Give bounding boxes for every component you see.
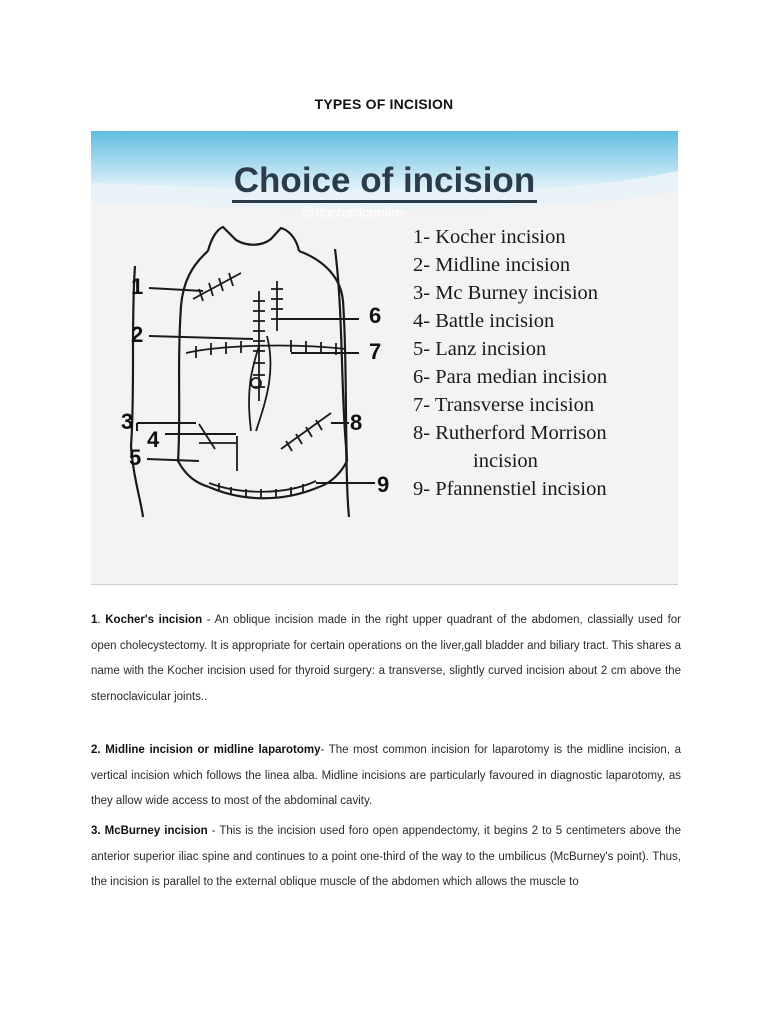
paragraph-separator: - <box>207 825 220 837</box>
paragraph-number: 3. <box>91 825 101 837</box>
diagram-label-9: 9 <box>377 472 390 497</box>
paragraph-heading: Midline incision or midline laparotomy <box>105 744 321 756</box>
paragraph-number: 1 <box>91 614 98 626</box>
paragraph-text: The most common incision for laparotomy is the midline incision, a vertical incision which follows the linea alba. Midline incisions are particularly favoured in diagnostic laparotomy, as they allow wide access to most of the abdominal cavity. <box>91 744 681 807</box>
paragraph-text: This is the incision used foro open appendectomy, it begins 2 to 5 centimeters above the anterior superior iliac spine and continues to a point one-third of the way to the umbilicus (McBurney's point). Thus, the incision is parallel to the external oblique muscle of the abdomen which allows the muscle to <box>91 825 681 888</box>
legend-item: 1- Kocher incision <box>413 226 566 248</box>
watermark: @doctordconline <box>301 204 407 220</box>
legend-item: 4- Battle incision <box>413 310 555 332</box>
legend-item: 6- Para median incision <box>413 366 608 388</box>
incision-figure <box>91 131 678 585</box>
paragraph-text: An oblique incision made in the right upper quadrant of the abdomen, classially used for open cholecystectomy. It is appropriate for certain operations on the liver,gall bladder and biliary tract. This shares a name with the Kocher incision used for thyroid surgery: a transverse, slightly curved incision about 2 cm above the sternoclavicular joints.. <box>91 614 681 703</box>
legend-item: 3- Mc Burney incision <box>413 282 599 304</box>
legend-item: 9- Pfannenstiel incision <box>413 478 607 500</box>
diagram-label-4: 4 <box>147 427 160 452</box>
paragraph-midline <box>91 738 681 815</box>
diagram-label-1: 1 <box>131 274 144 299</box>
diagram-label-5: 5 <box>129 445 142 470</box>
diagram-label-7: 7 <box>369 339 382 364</box>
diagram-label-8: 8 <box>350 410 363 435</box>
paragraph-heading: McBurney incision <box>104 825 208 837</box>
diagram-label-2: 2 <box>131 322 144 347</box>
paragraph-separator: - <box>202 614 215 626</box>
legend-item: 7- Transverse incision <box>413 394 595 416</box>
paragraph-separator: - <box>320 744 329 756</box>
incision-legend <box>413 223 678 503</box>
legend-item-continuation: incision <box>473 450 538 472</box>
paragraph-kocher: 1. Kocher's incision - An oblique incision made in the right upper quadrant of the abdomen, classially used for open cholecystectomy. It is appropriate for certain operations on the liver,gall bladder and biliary tract. This shares a name with the Kocher incision used for thyroid surgery: a transverse, slightly curved incision about 2 cm above the sternoclavicular joints.. <box>91 614 681 703</box>
page-title: TYPES OF INCISION <box>314 96 454 112</box>
legend-item: 2- Midline incision <box>413 254 571 276</box>
paragraph-number: 2. <box>91 744 101 756</box>
legend-item: 5- Lanz incision <box>413 338 547 360</box>
paragraph-heading: Kocher's incision <box>105 614 203 626</box>
paragraph-mcburney <box>91 819 681 896</box>
legend-item: 8- Rutherford Morrison <box>413 422 607 444</box>
diagram-label-3: 3 <box>121 409 134 434</box>
figure-title: Choice of incision <box>91 161 678 201</box>
diagram-label-6: 6 <box>369 303 382 328</box>
